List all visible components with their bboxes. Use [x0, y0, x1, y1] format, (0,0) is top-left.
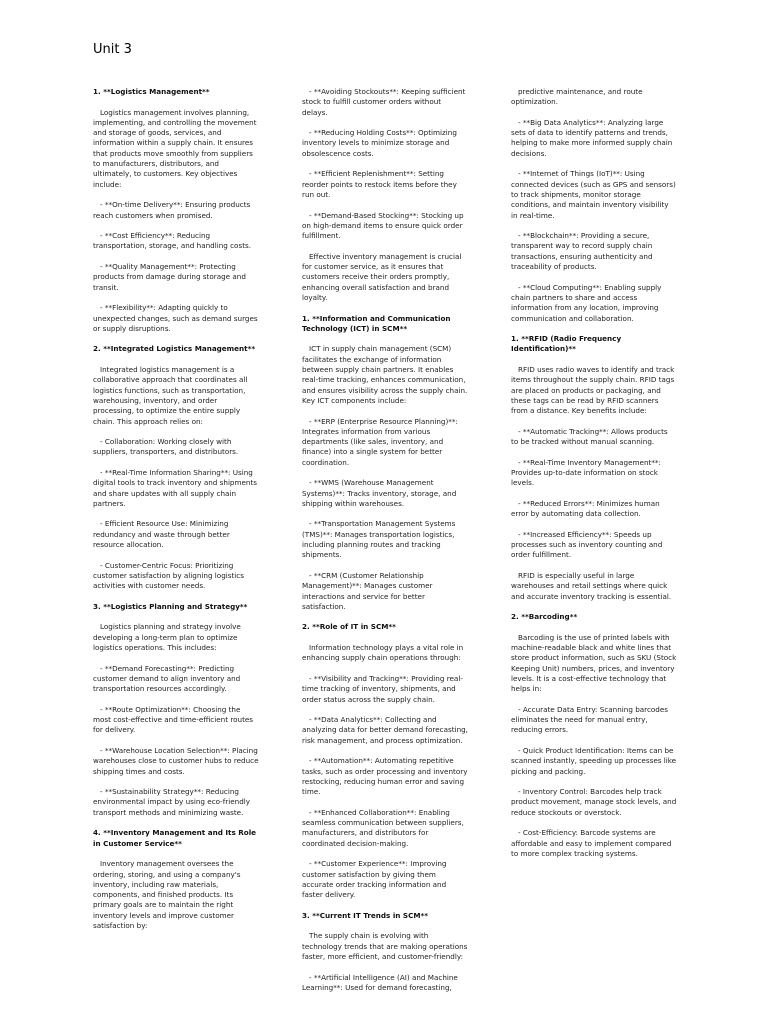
paragraph: - **Big Data Analytics**: Analyzing large sets of data to identify patterns and trends, helping to make more informed supply chain decisions.: [511, 117, 673, 158]
paragraph: - **CRM (Customer Relationship Management)**: Manages customer interactions and service for better satisfaction.: [302, 570, 433, 611]
paragraph: - **Quality Management**: Protecting products from damage during storage and transit.: [93, 262, 246, 292]
paragraph: - **Data Analytics**: Collecting and analyzing data for better demand forecasting, risk management, and process optimization.: [302, 715, 468, 745]
paragraph: - **Enhanced Collaboration**: Enabling seamless communication between suppliers, manufacturers, and distributors for coordinated decision-making.: [302, 807, 464, 848]
paragraph: - **Customer Experience**: Improving customer satisfaction by giving them accurate order tracking information and faster delivery.: [302, 859, 447, 900]
section-heading: 3. **Logistics Planning and Strategy**: [93, 601, 248, 611]
text-column-2: [302, 87, 468, 1003]
paragraph: - Efficient Resource Use: Minimizing redundancy and waste through better resource allocation.: [93, 519, 230, 550]
paragraph: - Customer-Centric Focus: Prioritizing customer satisfaction by aligning logistics activities with customer needs.: [93, 560, 245, 591]
paragraph: RFID is especially useful in large warehouses and retail settings where quick and accurate inventory tracking is essential.: [511, 570, 672, 601]
paragraph: - **Efficient Replenishment**: Setting reorder points to restock items before they run out.: [302, 169, 457, 199]
paragraph: predictive maintenance, and route optimization.: [511, 87, 643, 107]
section-heading: 4. **Inventory Management and Its Role in Customer Service**: [93, 828, 257, 848]
paragraph: - **Demand Forecasting**: Predicting customer demand to align inventory and transportation resources accordingly.: [93, 663, 241, 694]
paragraph: Effective inventory management is crucial for customer service, as it ensures that customers receive their orders promptly, enhancing overall satisfaction and brand loyalty.: [302, 251, 462, 302]
text-column-3: [511, 87, 677, 870]
section-heading: 1. **RFID (Radio Frequency Identification)**: [511, 334, 622, 354]
text-column-1: [93, 87, 259, 942]
paragraph: - **On-time Delivery**: Ensuring products reach customers when promised.: [93, 200, 251, 220]
paragraph: The supply chain is evolving with technology trends that are making operations faster, more efficient, and customer-friendly:: [302, 931, 468, 961]
paragraph: - **Cost Efficiency**: Reducing transportation, storage, and handling costs.: [93, 231, 252, 251]
paragraph: - **Demand-Based Stocking**: Stocking up on high-demand items to ensure quick order fulfillment.: [302, 210, 464, 241]
paragraph: - **Transportation Management Systems (TMS)**: Manages transportation logistics, including planning routes and tracking shipments.: [302, 519, 456, 560]
paragraph: Information technology plays a vital role in enhancing supply chain operations through:: [302, 643, 464, 663]
paragraph: Barcoding is the use of printed labels with machine-readable black and white lines that store product information, such as SKU (Stock Keeping Unit) numbers, prices, and inventory levels. It is a cost-effective technology that helps in:: [511, 632, 677, 694]
section-heading: 2. **Role of IT in SCM**: [302, 622, 396, 632]
paragraph: - Cost-Efficiency: Barcode systems are affordable and easy to implement compared to more complex tracking systems.: [511, 828, 672, 858]
paragraph: - **Reducing Holding Costs**: Optimizing inventory levels to minimize storage and obsolescence costs.: [302, 128, 457, 158]
paragraph: RFID uses radio waves to identify and track items throughout the supply chain. RFID tags are placed on products or packaging, and these tags can be read by RFID scanners from a distance. Key benefits include:: [511, 365, 675, 416]
paragraph: - **Real-Time Information Sharing**: Using digital tools to track inventory and shipments and share updates with all supply chain partners.: [93, 467, 258, 508]
section-heading: 1. **Information and Communication Technology (ICT) in SCM**: [302, 313, 451, 333]
paragraph: - **ERP (Enterprise Resource Planning)**: Integrates information from various departments (like sales, inventory, and finance) into a single system for better coordination.: [302, 416, 458, 467]
paragraph: - **Sustainability Strategy**: Reducing environmental impact by using eco-friendly transport methods and minimizing waste.: [93, 787, 251, 817]
section-heading: 3. **Current IT Trends in SCM**: [302, 910, 429, 920]
paragraph: - Accurate Data Entry: Scanning barcodes eliminates the need for manual entry, reducing errors.: [511, 704, 669, 735]
section-heading: 2. **Integrated Logistics Management**: [93, 344, 256, 354]
paragraph: - **Visibility and Tracking**: Providing real-time tracking of inventory, shipments, and order status across the supply chain.: [302, 673, 463, 704]
paragraph: Logistics planning and strategy involve developing a long-term plan to optimize logistics operations. This includes:: [93, 622, 241, 653]
paragraph: - **Automatic Tracking**: Allows products to be tracked without manual scanning.: [511, 426, 668, 447]
paragraph: - **Cloud Computing**: Enabling supply chain partners to share and access information from any location, improving communication and collaboration.: [511, 282, 662, 323]
paragraph: - **Automation**: Automating repetitive tasks, such as order processing and inventory restocking, reducing human error and saving time.: [302, 756, 468, 797]
paragraph: - **Real-Time Inventory Management**: Provides up-to-date information on stock levels.: [511, 457, 661, 488]
section-heading: 2. **Barcoding**: [511, 612, 578, 622]
paragraph: - Inventory Control: Barcodes help track product movement, manage stock levels, and reduce stockouts or overstock.: [511, 787, 677, 817]
paragraph: Integrated logistics management is a collaborative approach that coordinates all logistics functions, such as transportation, warehousing, inventory, and order processing, to optimize the entire supply chain. This approach relies on:: [93, 365, 248, 426]
paragraph: - **WMS (Warehouse Management Systems)**: Tracks inventory, storage, and shipping within warehouses.: [302, 478, 457, 508]
paragraph: - **Route Optimization**: Choosing the most cost-effective and time-efficient routes for delivery.: [93, 704, 254, 735]
paragraph: - Collaboration: Working closely with suppliers, transporters, and distributors.: [93, 437, 239, 457]
paragraph: Inventory management oversees the ordering, storing, and using a company's inventory, including raw materials, components, and finished products. Its primary goals are to maintain the right inventory levels and improve customer satisfaction by:: [93, 859, 241, 931]
paragraph: Logistics management involves planning, implementing, and controlling the movement and storage of goods, services, and information within a supply chain. It ensures that products move smoothly from suppliers to manufacturers, distributors, and ultimately, to customers. Key objectives include:: [93, 107, 257, 189]
page-title: Unit 3: [93, 42, 132, 57]
paragraph: - **Internet of Things (IoT)**: Using connected devices (such as GPS and sensors) to track shipments, monitor storage conditions, and maintain inventory visibility in real-time.: [511, 169, 676, 220]
paragraph: - **Warehouse Location Selection**: Placing warehouses close to customer hubs to reduce shipping times and costs.: [93, 746, 259, 776]
paragraph: - **Blockchain**: Providing a secure, transparent way to record supply chain transactions, ensuring authenticity and traceability of products.: [511, 231, 653, 272]
paragraph: - **Avoiding Stockouts**: Keeping sufficient stock to fulfill customer orders without delays.: [302, 87, 466, 117]
paragraph: - **Reduced Errors**: Minimizes human error by automating data collection.: [511, 498, 660, 519]
paragraph: - **Increased Efficiency**: Speeds up processes such as inventory counting and order fulfillment.: [511, 529, 663, 560]
section-heading: 1. **Logistics Management**: [93, 87, 210, 96]
paragraph: ICT in supply chain management (SCM) facilitates the exchange of information between supply chain partners. It enables real-time tracking, enhances communication, and ensures visibility across the supply chain. Key ICT components include:: [302, 344, 468, 405]
paragraph: - **Flexibility**: Adapting quickly to unexpected changes, such as demand surges or supply disruptions.: [93, 303, 258, 333]
paragraph: - Quick Product Identification: Items can be scanned instantly, speeding up processes like picking and packing.: [511, 746, 677, 776]
paragraph: - **Artificial Intelligence (AI) and Machine Learning**: Used for demand forecasting,: [302, 972, 458, 992]
